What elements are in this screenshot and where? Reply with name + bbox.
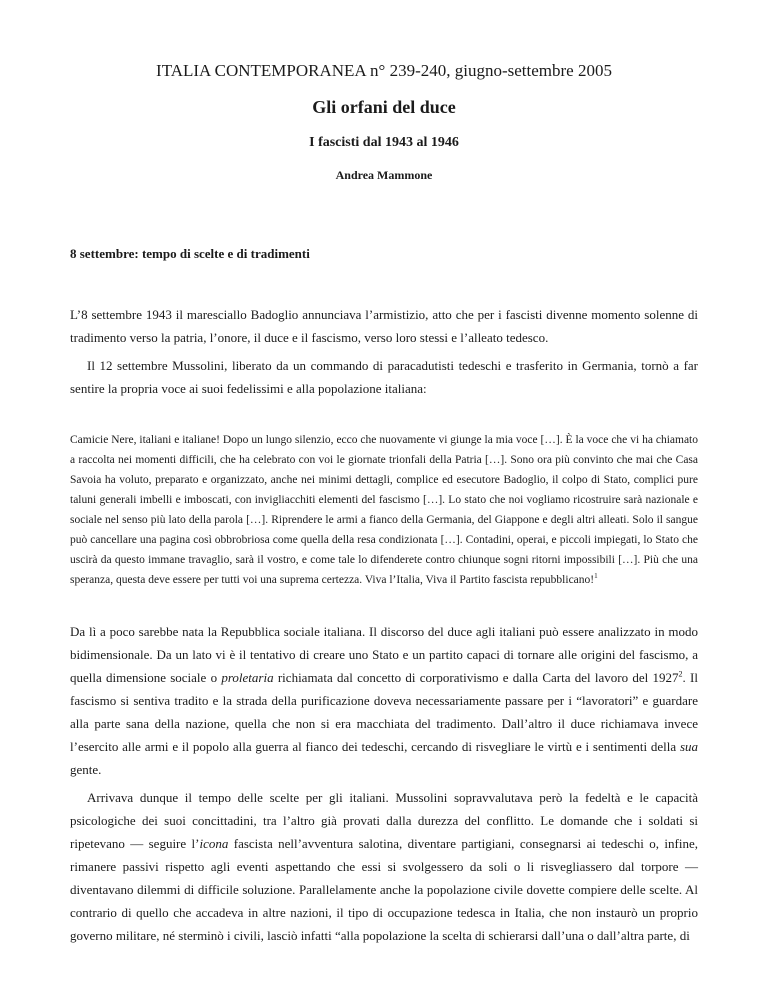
section-heading: 8 settembre: tempo di scelte e di tradimenti <box>70 246 310 261</box>
paragraph-mussolini-liberato: Il 12 settembre Mussolini, liberato da un commando di paracadutisti tedeschi e trasferito in Germania, tornò a far sentire la propria voce ai suoi fedelissimi e alla popolazione italiana: <box>70 358 698 396</box>
paragraph-tempo-delle-scelte: Arrivava dunque il tempo delle scelte per gli italiani. Mussolini sopravvalutava però la fedeltà e le capacità psicologiche dei suoi concittadini, tra l’altro già provati dalla durezza del conflitto. Le domande che i soldati si ripetevano — seguire l’icona fascista nell’avventura salotina, diventare partigiani, consegnarsi ai tedeschi o, infine, rimanere passivi rispetto agli eventi aspettando che essi si svolgessero da soli o li risvegliassero dal torpore — diventavano dilemmi di difficile soluzione. Parallelamente anche la popolazione civile dovette compiere delle scelte. Al contrario di quello che accadeva in altre nazioni, il tipo di occupazione tedesca in Italia, che non instaurò un proprio governo militare, né sterminò i civili, lasciò infatti “alla popolazione la scelta di schierarsi dall’una o dall’altra parte, di <box>70 790 698 943</box>
author-name: Andrea Mammone <box>335 168 433 182</box>
journal-title: ITALIA CONTEMPORANEA n° 239-240, giugno-settembre 2005 <box>156 61 612 80</box>
mussolini-speech-blockquote: Camicie Nere, italiani e italiane! Dopo un lungo silenzio, ecco che nuovamente vi giunge la mia voce […]. È la voce che vi ha chiamato a raccolta nei momenti difficili, che ha celebrato con voi le giornate trionfali della Patria […]. Sono ora più convinto che mai che Casa Savoia ha voluto, preparato e organizzato, anche nei minimi dettagli, complice ed esecutore Badoglio, il colpo di Stato, complici pure taluni generali imbelli e imboscati, con invigliacchiti elementi del fascismo […]. Lo stato che noi vogliamo ricostruire sarà nazionale e sociale nel senso più lato della parola […]. Riprendere le armi a fianco della Germania, del Giappone e degli altri alleati. Solo il sangue può cancellare una pagina così obbrobriosa come quella della resa condizionata […]. Contadini, operai, e piccoli impiegati, lo Stato che uscirà da questo immane travaglio, sarà il vostro, e come tale lo difenderete contro chiunque sogni ritorni impossibili […]. Più che una speranza, questa deve essere per tutti voi una suprema certezza. Viva l’Italia, Viva il Partito fascista repubblicano!$^1$ <box>70 434 698 586</box>
paragraph-armistizio: L’8 settembre 1943 il maresciallo Badoglio annunciava l’armistizio, atto che per i fascisti divenne momento solenne di tradimento verso la patria, l’onore, il duce e il fascismo, verso loro stessi e l’alleato tedesco. <box>70 307 698 345</box>
article-subtitle: I fascisti dal 1943 al 1946 <box>309 135 459 150</box>
article-title: Gli orfani del duce <box>312 97 456 117</box>
paragraph-repubblica-sociale: Da lì a poco sarebbe nata la Repubblica sociale italiana. Il discorso del duce agli italiani può essere analizzato in modo bidimensionale. Da un lato vi è il tentativo di creare uno Stato e un partito capaci di tornare alle origini del fascismo, a quella dimensione sociale o proletaria richiamata dal concetto di corporativismo e dalla Carta del lavoro del 1927$^2$. Il fascismo si sentiva tradito e la strada della purificazione doveva necessariamente passare per i “lavoratori” e guardare alla parte sana della nazione, quella che non si era macchiata del tradimento. Dall’altro il duce richiamava invece l’esercito alle armi e il popolo alla guerra al fianco dei tedeschi, cercando di risvegliare le virtù e i sentimenti della sua gente. <box>70 624 698 777</box>
